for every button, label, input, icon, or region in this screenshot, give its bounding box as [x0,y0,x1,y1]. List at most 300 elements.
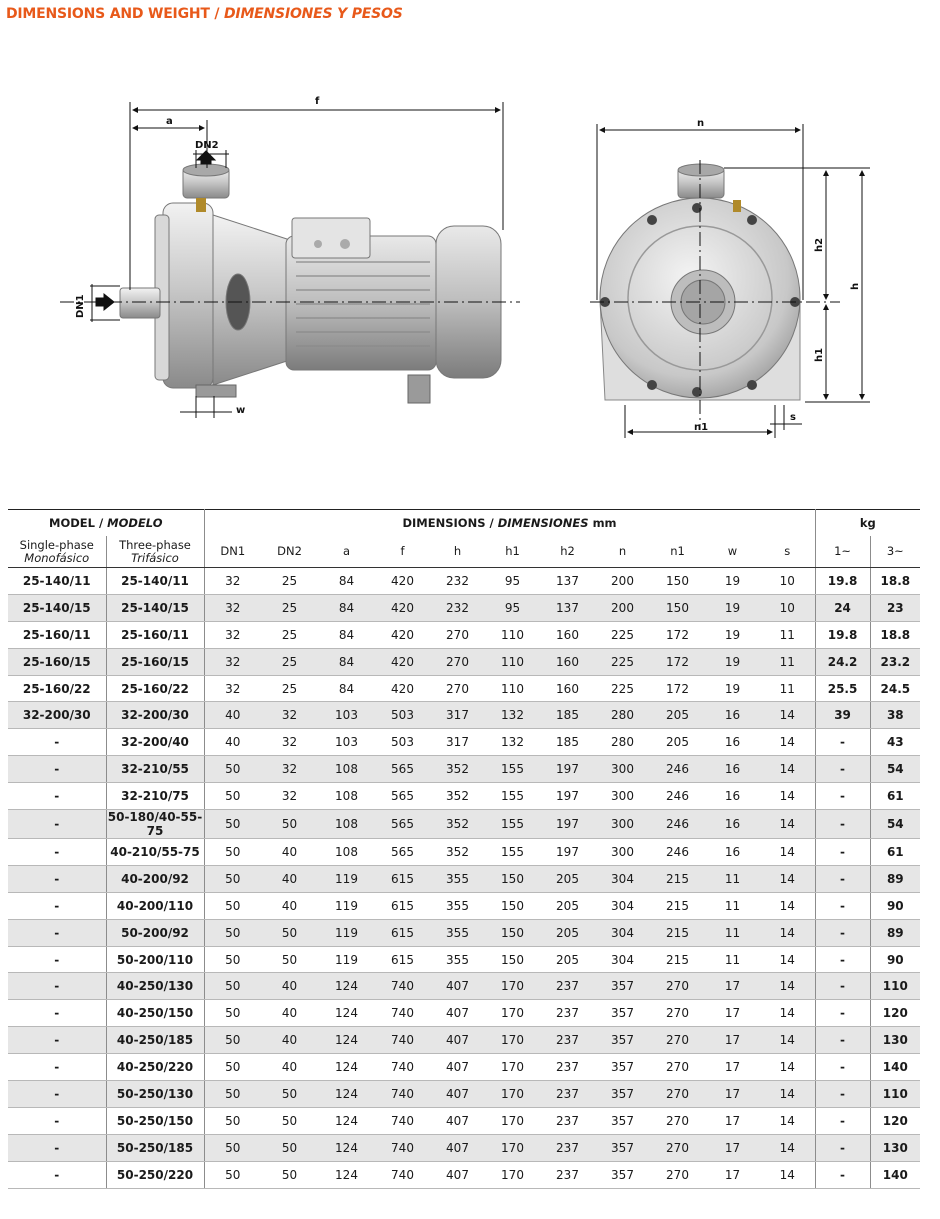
table-cell: 19.8 [815,568,870,595]
table-cell: 39 [815,702,870,729]
dim-label-s: s [790,412,796,423]
table-cell: 89 [870,919,920,946]
table-cell: 110 [485,675,540,702]
table-cell: 17 [705,1134,760,1161]
table-cell: 740 [375,1134,430,1161]
header-dn2: DN2 [261,536,318,568]
table-cell: - [8,919,106,946]
table-cell: 357 [595,1134,650,1161]
table-cell: 14 [760,729,815,756]
table-cell: 124 [318,1134,375,1161]
table-cell: 565 [375,756,430,783]
table-cell: 205 [650,702,705,729]
table-row [8,1134,920,1161]
title-italic: DIMENSIONES Y PESOS [224,6,403,22]
table-cell: 50 [204,973,261,1000]
header-s: s [760,536,815,568]
table-cell: 357 [595,973,650,1000]
table-cell: 565 [375,810,430,839]
table-cell: 19.8 [815,621,870,648]
table-cell: 237 [540,1027,595,1054]
table-cell: 270 [650,1054,705,1081]
table-cell: 740 [375,1161,430,1188]
table-cell: 32-210/55 [106,756,204,783]
table-cell: 740 [375,1027,430,1054]
table-cell: 23 [870,594,920,621]
table-cell: 270 [650,1000,705,1027]
table-cell: 110 [870,973,920,1000]
table-cell: 11 [705,865,760,892]
table-cell: 155 [485,810,540,839]
table-cell: - [815,839,870,866]
table-cell: 32-200/40 [106,729,204,756]
table-cell: 50 [261,1134,318,1161]
table-cell: 19 [705,594,760,621]
table-cell: 32 [204,568,261,595]
table-cell: 32 [261,756,318,783]
table-cell: 170 [485,973,540,1000]
table-cell: 215 [650,946,705,973]
table-cell: 237 [540,973,595,1000]
table-cell: 17 [705,973,760,1000]
table-cell: - [815,1107,870,1134]
table-cell: 11 [760,648,815,675]
table-cell: 197 [540,756,595,783]
table-cell: 14 [760,973,815,1000]
table-cell: 205 [650,729,705,756]
table-cell: 132 [485,702,540,729]
table-cell: 172 [650,621,705,648]
table-cell: 108 [318,839,375,866]
table-row [8,919,920,946]
table-cell: 150 [485,892,540,919]
table-cell: 246 [650,810,705,839]
table-cell: 200 [595,594,650,621]
table-cell: 300 [595,839,650,866]
table-cell: 40-200/110 [106,892,204,919]
table-cell: 155 [485,839,540,866]
table-cell: 246 [650,756,705,783]
table-cell: 32-200/30 [106,702,204,729]
table-cell: 185 [540,702,595,729]
header-h: h [430,536,485,568]
table-cell: 420 [375,621,430,648]
header-f: f [375,536,430,568]
table-cell: 103 [318,729,375,756]
table-cell: 740 [375,973,430,1000]
table-cell: 197 [540,839,595,866]
table-cell: 108 [318,756,375,783]
table-cell: 24 [815,594,870,621]
table-row [8,729,920,756]
table-cell: 132 [485,729,540,756]
table-cell: 16 [705,810,760,839]
table-cell: 14 [760,783,815,810]
table-cell: 270 [650,1107,705,1134]
table-cell: 615 [375,865,430,892]
table-cell: 40 [204,729,261,756]
table-cell: 40-200/92 [106,865,204,892]
table-cell: - [8,892,106,919]
table-cell: - [8,1161,106,1188]
table-cell: 155 [485,756,540,783]
table-cell: 270 [650,1134,705,1161]
table-cell: 32 [204,675,261,702]
table-cell: 16 [705,756,760,783]
table-cell: 237 [540,1161,595,1188]
table-cell: 90 [870,946,920,973]
table-cell: 615 [375,919,430,946]
table-cell: 40 [261,892,318,919]
table-cell: 50-250/185 [106,1134,204,1161]
table-cell: 197 [540,783,595,810]
table-cell: - [815,1027,870,1054]
table-row [8,839,920,866]
table-row [8,946,920,973]
table-cell: 317 [430,702,485,729]
table-cell: 50 [204,1161,261,1188]
table-cell: 740 [375,1054,430,1081]
table-cell: 232 [430,594,485,621]
table-cell: 11 [705,919,760,946]
table-cell: 24.5 [870,675,920,702]
table-cell: 304 [595,919,650,946]
table-cell: - [8,1134,106,1161]
table-cell: 11 [705,946,760,973]
table-cell: 50 [261,1161,318,1188]
table-cell: 24.2 [815,648,870,675]
header-three-phase: Three-phase Trifásico [106,536,204,568]
table-cell: 43 [870,729,920,756]
table-cell: 14 [760,892,815,919]
table-cell: 270 [650,1161,705,1188]
table-cell: 246 [650,783,705,810]
table-cell: 120 [870,1000,920,1027]
table-row [8,1000,920,1027]
header-single-phase: Single-phase Monofásico [8,536,106,568]
header-dimensions-group: DIMENSIONS / DIMENSIONES mm [204,510,815,537]
table-cell: 185 [540,729,595,756]
table-cell: 205 [540,892,595,919]
table-cell: 32-200/30 [8,702,106,729]
table-cell: 740 [375,1000,430,1027]
table-cell: 14 [760,1081,815,1108]
table-cell: 14 [760,756,815,783]
table-cell: 18.8 [870,621,920,648]
table-cell: 130 [870,1134,920,1161]
table-cell: 280 [595,729,650,756]
table-cell: 25-140/15 [8,594,106,621]
table-cell: 16 [705,839,760,866]
table-cell: 140 [870,1161,920,1188]
table-cell: 40 [261,1054,318,1081]
table-cell: 17 [705,1000,760,1027]
table-cell: - [815,919,870,946]
table-cell: 19 [705,648,760,675]
table-row [8,1107,920,1134]
table-cell: 110 [485,621,540,648]
table-cell: 84 [318,675,375,702]
dim-label-f: f [315,96,320,107]
table-cell: 38 [870,702,920,729]
table-cell: 357 [595,1107,650,1134]
table-cell: 14 [760,946,815,973]
table-cell: 124 [318,1107,375,1134]
dim-label-h2: h2 [814,237,825,252]
table-cell: 10 [760,568,815,595]
table-cell: 304 [595,892,650,919]
table-cell: 50 [204,1027,261,1054]
table-cell: 32 [204,594,261,621]
table-cell: 407 [430,1027,485,1054]
table-cell: 23.2 [870,648,920,675]
dim-label-h: h [850,282,861,290]
table-cell: 40-210/55-75 [106,839,204,866]
header-h1: h1 [485,536,540,568]
table-row [8,892,920,919]
table-cell: 420 [375,594,430,621]
table-cell: 50-250/220 [106,1161,204,1188]
dim-label-n1: n1 [694,422,709,433]
table-cell: 160 [540,621,595,648]
table-cell: - [815,756,870,783]
table-cell: - [8,1107,106,1134]
table-cell: 740 [375,1107,430,1134]
table-cell: 25-140/11 [106,568,204,595]
table-cell: 50-200/92 [106,919,204,946]
table-cell: 420 [375,675,430,702]
table-cell: 407 [430,1054,485,1081]
table-cell: 280 [595,702,650,729]
table-cell: 407 [430,1161,485,1188]
table-cell: 25-160/22 [8,675,106,702]
table-cell: 197 [540,810,595,839]
dim-label-w: w [236,405,246,416]
table-cell: 215 [650,865,705,892]
table-cell: 14 [760,1000,815,1027]
table-cell: 25-140/11 [8,568,106,595]
dim-label-dn2: DN2 [195,140,219,151]
table-cell: 355 [430,919,485,946]
table-cell: 95 [485,568,540,595]
table-cell: 84 [318,648,375,675]
header-a: a [318,536,375,568]
table-row [8,1054,920,1081]
table-cell: 32 [261,783,318,810]
table-cell: 119 [318,919,375,946]
table-cell: 25 [261,594,318,621]
table-cell: 357 [595,1081,650,1108]
table-cell: 355 [430,946,485,973]
table-cell: 90 [870,892,920,919]
table-cell: 160 [540,648,595,675]
table-cell: 84 [318,568,375,595]
table-cell: 19 [705,621,760,648]
table-cell: 40-250/130 [106,973,204,1000]
table-cell: 503 [375,729,430,756]
header-n: n [595,536,650,568]
table-cell: 270 [650,1081,705,1108]
header-n1: n1 [650,536,705,568]
table-cell: 160 [540,675,595,702]
table-cell: 170 [485,1027,540,1054]
table-cell: 357 [595,1000,650,1027]
table-cell: 17 [705,1081,760,1108]
table-cell: 84 [318,594,375,621]
table-cell: 50-200/110 [106,946,204,973]
table-cell: 119 [318,946,375,973]
table-cell: 61 [870,839,920,866]
table-row [8,783,920,810]
table-cell: 50 [261,919,318,946]
table-row [8,810,920,839]
table-cell: 150 [485,946,540,973]
table-cell: 14 [760,1054,815,1081]
table-cell: 25 [261,568,318,595]
table-cell: 124 [318,1161,375,1188]
table-cell: 237 [540,1000,595,1027]
table-cell: 16 [705,783,760,810]
table-cell: 130 [870,1027,920,1054]
table-cell: 124 [318,1081,375,1108]
table-cell: 108 [318,783,375,810]
table-cell: 300 [595,783,650,810]
table-cell: 50-250/130 [106,1081,204,1108]
table-cell: 225 [595,648,650,675]
table-cell: 304 [595,865,650,892]
table-cell: 25-160/15 [8,648,106,675]
table-cell: 25 [261,675,318,702]
table-cell: 40 [261,865,318,892]
table-cell: 89 [870,865,920,892]
table-cell: 84 [318,621,375,648]
header-model-group: MODEL / MODELO [8,510,204,537]
table-row [8,756,920,783]
table-cell: - [8,783,106,810]
table-body [8,568,920,1189]
table-cell: 50 [261,1107,318,1134]
table-cell: 615 [375,946,430,973]
table-cell: 50-180/40-55-75 [107,810,203,839]
table-cell: 25-160/11 [106,621,204,648]
table-cell: 205 [540,865,595,892]
table-row [8,568,920,595]
table-cell: - [8,865,106,892]
table-cell: 40 [261,1027,318,1054]
table-cell: 237 [540,1134,595,1161]
table-cell: 16 [705,729,760,756]
table-cell: 50 [204,919,261,946]
table-cell: 32 [204,621,261,648]
table-cell: 215 [650,919,705,946]
table-cell: 270 [650,973,705,1000]
header-h2: h2 [540,536,595,568]
header-weight-group: kg [815,510,920,537]
table-cell: 50 [204,1081,261,1108]
table-cell: 150 [650,568,705,595]
header-w: w [705,536,760,568]
table-cell: 137 [540,568,595,595]
table-cell: 407 [430,1107,485,1134]
table-row [8,1161,920,1188]
table-cell: 740 [375,1081,430,1108]
dim-label-h1: h1 [814,347,825,362]
table-cell: 40-250/185 [106,1027,204,1054]
table-cell: 50 [204,892,261,919]
table-cell: 205 [540,946,595,973]
title-main: DIMENSIONS AND WEIGHT / [6,6,220,22]
table-cell: 317 [430,729,485,756]
table-cell: - [815,810,870,839]
table-cell: 19 [705,568,760,595]
table-cell: 25-160/15 [106,648,204,675]
table-cell: - [8,810,106,839]
table-cell: 32 [261,702,318,729]
table-cell: 172 [650,675,705,702]
table-cell: 50 [204,865,261,892]
table-cell: 565 [375,783,430,810]
table-cell: 352 [430,810,485,839]
table-cell: 40 [261,839,318,866]
table-cell: 14 [760,839,815,866]
table-cell: 14 [760,1107,815,1134]
table-cell: - [815,783,870,810]
table-cell: 205 [540,919,595,946]
table-cell: 304 [595,946,650,973]
table-cell: - [8,756,106,783]
table-cell: 14 [760,1134,815,1161]
table-cell: 103 [318,702,375,729]
table-cell: 140 [870,1054,920,1081]
table-cell: 270 [430,648,485,675]
table-cell: 16 [705,702,760,729]
table-cell: 32 [261,729,318,756]
table-cell: 32 [204,648,261,675]
table-cell: 50 [204,756,261,783]
dim-label-dn1: DN1 [75,294,86,318]
table-cell: - [815,973,870,1000]
table-cell: 170 [485,1054,540,1081]
table-cell: - [8,946,106,973]
table-cell: 124 [318,1027,375,1054]
table-cell: 40 [261,973,318,1000]
table-cell: 170 [485,1134,540,1161]
table-cell: 14 [760,1027,815,1054]
table-cell: 270 [430,621,485,648]
table-cell: 95 [485,594,540,621]
table-cell: 25-140/15 [106,594,204,621]
table-cell: - [815,1000,870,1027]
table-cell: 225 [595,621,650,648]
table-row [8,702,920,729]
table-cell: 50 [204,1054,261,1081]
table-cell: 615 [375,892,430,919]
table-cell: - [815,729,870,756]
table-cell: 357 [595,1054,650,1081]
table-cell: 25 [261,621,318,648]
table-cell: 11 [760,675,815,702]
table-row [8,1081,920,1108]
table-cell: 237 [540,1081,595,1108]
table-cell: 40-250/150 [106,1000,204,1027]
table-cell: 17 [705,1054,760,1081]
table-cell: 18.8 [870,568,920,595]
table-cell: 50-250/150 [106,1107,204,1134]
table-cell: - [8,1081,106,1108]
table-cell: - [815,1054,870,1081]
table-cell: 407 [430,973,485,1000]
table-cell: 10 [760,594,815,621]
